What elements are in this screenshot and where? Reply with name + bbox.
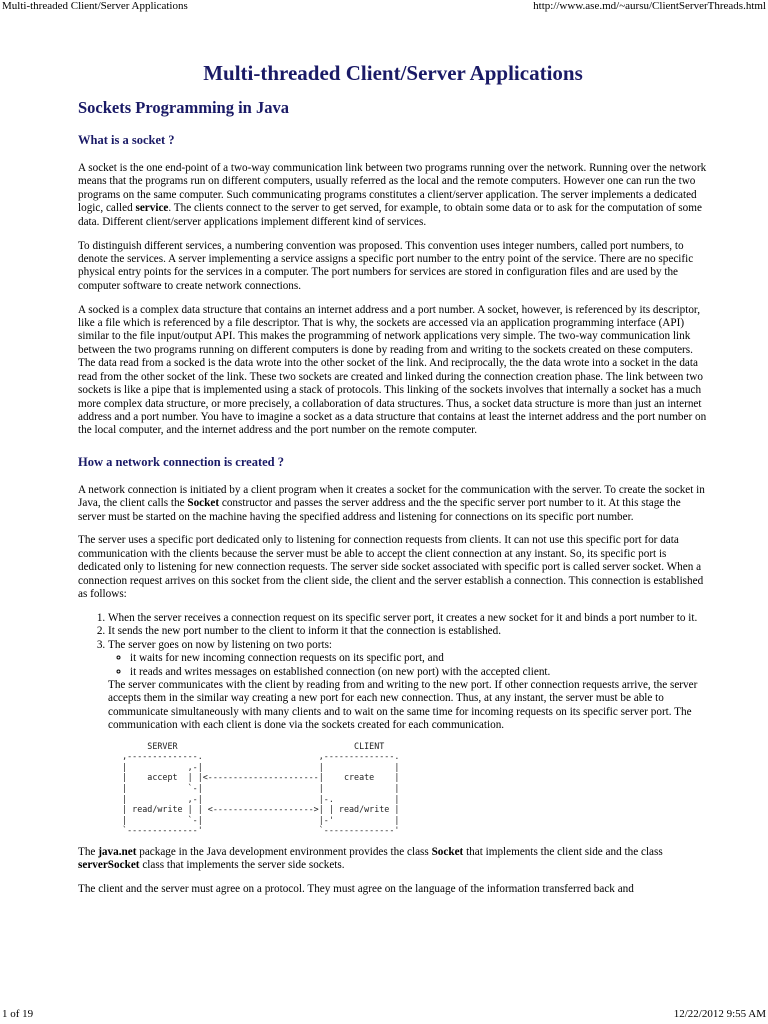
step3-continuation: The server communicates with the client by reading from and writing to the new port. If other connection requests arrive, the server accepts them in the similar way creating a new port for each new connection. Thus, at any instant, the server must be able to communicate simultaneously with many clients and to wait on the same time for incoming requests on its specific server port. The communication with each client is done via the sockets created for each communication.	[108, 679, 698, 732]
page-number: 1 of 19	[2, 1008, 34, 1020]
bold-term: java.net	[98, 845, 137, 858]
bold-term: service	[135, 202, 169, 215]
page-title: Multi-threaded Client/Server Applications	[203, 61, 583, 85]
paragraph: A socked is a complex data structure that contains an internet address and a port number. A socket, however, is referenced by its descriptor, like a file which is referenced by a file descriptor. That is why, the sockets are accessed via an application programming interface (API) similar to the file input/output API. This makes the programming of network applications very simple. The two-way communication link between the two programs running on different computers is done by reading from and writing to the sockets created on these computers. The data read from a socked is the data wrote into the other socket of the link. And reciprocally, the the data wrote into a socket in the data read from the other socket of the link. These two sockets are created and linked during the connection creation phase. The link between two sockets is like a pipe that is implemented using a stack of protocols. This linking of the sockets involves that internally a socket has a much more complex data structure, or more precisely, a collaboration of data structures. Thus, a socket data structure is more than just an internet address and a port number. You have to imagine a socket as a data structure that contains at least the internet address and the port number on the local computer, and the internet address and the port number on the remote computer.	[78, 303, 707, 437]
bold-term: Socket	[431, 845, 464, 858]
print-header-title: Multi-threaded Client/Server Applications	[2, 0, 188, 12]
section-heading-connection-created: How a network connection is created ?	[78, 454, 284, 469]
bold-term: Socket	[187, 497, 220, 510]
paragraph: The server uses a specific port dedicated only to listening for connection requests from clients. It can not use this specific port for data communication with the clients because the server must be able to accept the client connection at any instant. So, its specific port is dedicated only to listening for new connection requests. The server side socket associated with specific port is called server socket. When a connection request arrives on this socket from the client side, the client and the server establish a connection. This connection is established as follows:	[78, 534, 704, 601]
document-page	[78, 60, 708, 907]
sub-list-item: ◦ it reads and writes messages on established connection (on new port) with the accepted client.	[130, 666, 708, 679]
page-subtitle: Sockets Programming in Java	[78, 98, 289, 117]
client-server-diagram: SERVER CLIENT ,--------------. ,--------------. | ,-| | | | accept | |<----------------------| create | | `-| | | | ,-| |-. | | read/write | | <-------------------->| | read/write | | `-| |-' | `--------------' `--------------'	[122, 740, 400, 836]
paragraph: A socket is the one end-point of a two-way communication link between two programs running over the network. Running over the network means that the programs run on different computers, usually referred as the local and the remote computers. However one can run the two programs on the same computer. Such communicating programs constitutes a client/server application. The server implements a dedicated logic, called service. The clients connect to the server to get served, for example, to obtain some data or to ask for the computation of some data. Different client/server applications implement different kind of services.	[78, 162, 707, 228]
sub-list-item: ◦ it waits for new incoming connection requests on its specific port, and	[130, 652, 708, 665]
print-timestamp: 12/22/2012 9:55 AM	[673, 1008, 766, 1020]
print-header-url[interactable]: http://www.ase.md/~aursu/ClientServerThreads.html	[533, 0, 766, 12]
list-item: 2. It sends the new port number to the client to inform it that the connection is established.	[108, 625, 708, 638]
connection-steps-list	[78, 612, 708, 733]
list-item: 3. The server goes on now by listening on two ports: ◦ it waits for new incoming connection requests on its specific port, and ◦ it reads and writes messages on established connection (on new port) with the accepted client. The server communicates with the client by reading from and writing to the new port. If other connection requests arrive, the server accepts them in the similar way creating a new port for each new connection. Thus, at any instant, the server must be able to communicate simultaneously with many clients and to wait on the same time for incoming requests on its specific server port. The communication with each client is done via the sockets created for each communication.	[108, 639, 708, 733]
section-heading-what-is-socket: What is a socket ?	[78, 133, 175, 147]
sub-list	[108, 652, 708, 679]
paragraph: The java.net package in the Java development environment provides the class Socket that implements the client side and the class serverSocket class that implements the server side sockets.	[78, 845, 663, 872]
paragraph: To distinguish different services, a numbering convention was proposed. This convention uses integer numbers, called port numbers, to denote the services. A server implementing a service assigns a specific port number to the entry point of the service. There are no specific physical entry points for the services in a computer. The port numbers for services are stored in configuration files and are used by the computer software to create network connections.	[78, 239, 694, 292]
list-item: 1. When the server receives a connection request on its specific server port, it creates a new socket for it and binds a port number to it.	[108, 612, 708, 625]
paragraph: The client and the server must agree on a protocol. They must agree on the language of the information transferred back and	[78, 883, 634, 896]
bold-term: serverSocket	[78, 859, 140, 872]
paragraph: A network connection is initiated by a client program when it creates a socket for the communication with the server. To create the socket in Java, the client calls the Socket constructor and passes the server address and the the specific server port number to it. At this stage the server must be started on the machine having the specified address and listening for connections on its specific port number.	[78, 483, 705, 523]
print-header	[0, 0, 768, 14]
print-footer	[0, 1008, 768, 1022]
